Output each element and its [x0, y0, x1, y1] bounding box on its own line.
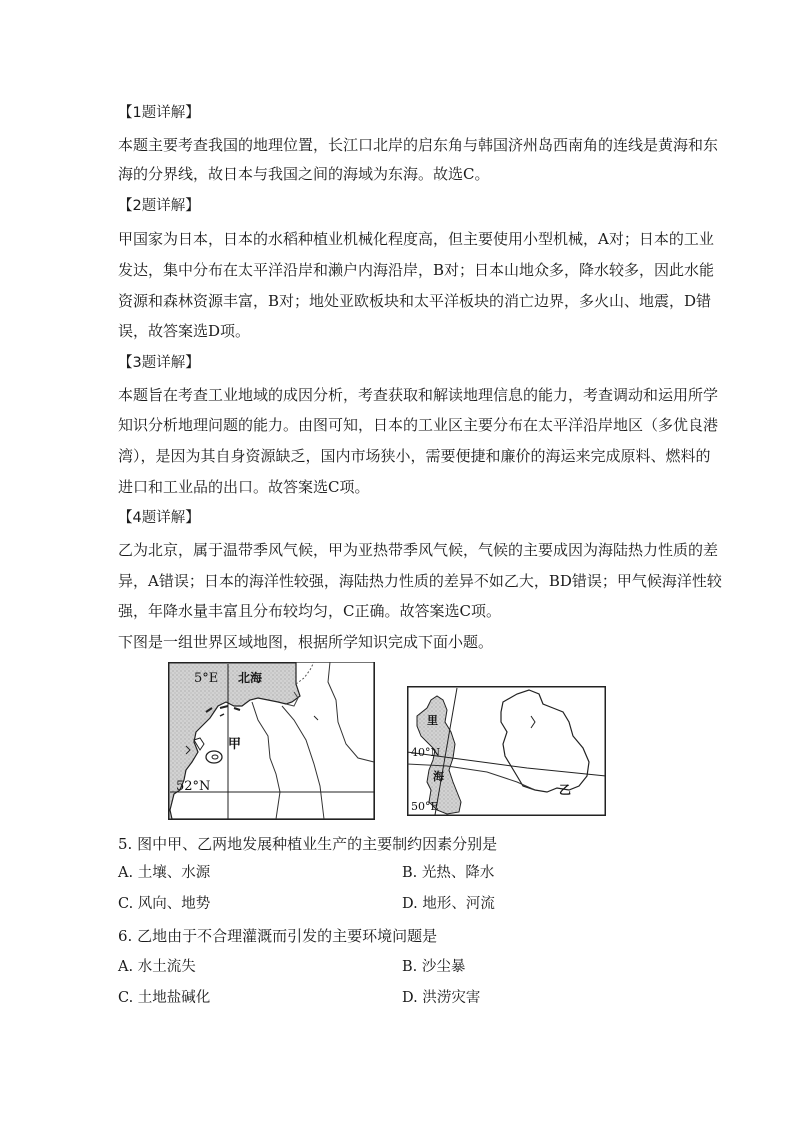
section-4-line: 异，A错误；日本的海洋性较强，海陆热力性质的差异不如乙大，BD错误；甲气候海洋性较 — [118, 572, 722, 590]
map2-lat-label: 40°N — [411, 746, 441, 759]
section-3-line: 本题旨在考查工业地域的成因分析，考查获取和解读地理信息的能力，考查调动和运用所学 — [118, 386, 719, 404]
q5-option-c: C. 风向、地势 — [118, 896, 211, 912]
section-4-line: 乙为北京，属于温带季风气候，甲为亚热带季风气候，气候的主要成因为海陆热力性质的差 — [118, 541, 719, 559]
section-2-heading: 【2题详解】 — [118, 198, 200, 214]
q5-option-d: D. 地形、河流 — [402, 896, 495, 912]
section-3-heading: 【3题详解】 — [118, 355, 200, 371]
map-intro: 下图是一组世界区域地图，根据所学知识完成下面小题。 — [118, 633, 494, 651]
q5-option-b: B. 光热、降水 — [402, 865, 495, 881]
map1-lon-label: 5°E — [194, 671, 219, 686]
map1-sea-label: 北海 — [238, 671, 263, 685]
section-3-line: 进口和工业品的出口。故答案选C项。 — [118, 478, 370, 496]
section-1-line: 海的分界线，故日本与我国之间的海域为东海。故选C。 — [118, 165, 490, 183]
section-3-line: 湾），是因为其自身资源缺乏，国内市场狭小，需要便捷和廉价的海运来完成原料、燃料的 — [118, 447, 711, 465]
map2-region-label: 乙 — [559, 783, 572, 797]
q6-option-b: B. 沙尘暴 — [402, 959, 466, 975]
section-1-line: 本题主要考查我国的地理位置，长江口北岸的启东角与韩国济州岛西南角的连线是黄海和东 — [118, 136, 719, 154]
map-2 — [407, 686, 606, 816]
section-4-line: 强，年降水量丰富且分布较均匀，C正确。故答案选C项。 — [118, 602, 501, 620]
section-2-line: 误，故答案选D项。 — [118, 322, 251, 340]
q6-option-c: C. 土地盐碱化 — [118, 990, 211, 1006]
section-2-line: 资源和森林资源丰富，B对；地处亚欧板块和太平洋板块的消亡边界，多火山、地震，D错 — [118, 292, 712, 310]
map2-sea-bottom: 海 — [433, 770, 444, 783]
q6-option-a: A. 水土流失 — [118, 959, 196, 975]
q5-option-a: A. 土壤、水源 — [118, 865, 211, 881]
section-1-heading: 【1题详解】 — [118, 105, 200, 121]
section-2-line: 甲国家为日本，日本的水稻种植业机械化程度高，但主要使用小型机械，A对；日本的工业 — [118, 230, 714, 248]
section-4-heading: 【4题详解】 — [118, 510, 200, 526]
map-1 — [168, 662, 375, 820]
map2-sea-top: 里 — [427, 714, 438, 727]
map1-region-label: 甲 — [228, 737, 242, 752]
section-2-line: 发达，集中分布在太平洋沿岸和濑户内海沿岸，B对；日本山地众多，降水较多，因此水能 — [118, 261, 715, 279]
question-5-stem: 5. 图中甲、乙两地发展种植业生产的主要制约因素分别是 — [118, 835, 498, 853]
question-6-stem: 6. 乙地由于不合理灌溉而引发的主要环境问题是 — [118, 927, 438, 945]
q6-option-d: D. 洪涝灾害 — [402, 990, 481, 1006]
map1-lat-label: 52°N — [176, 779, 211, 794]
section-3-line: 知识分析地理问题的能力。由图可知，日本的工业区主要分布在太平洋沿岸地区（多优良港 — [118, 416, 719, 434]
map2-lon-label: 50°E — [411, 800, 439, 813]
